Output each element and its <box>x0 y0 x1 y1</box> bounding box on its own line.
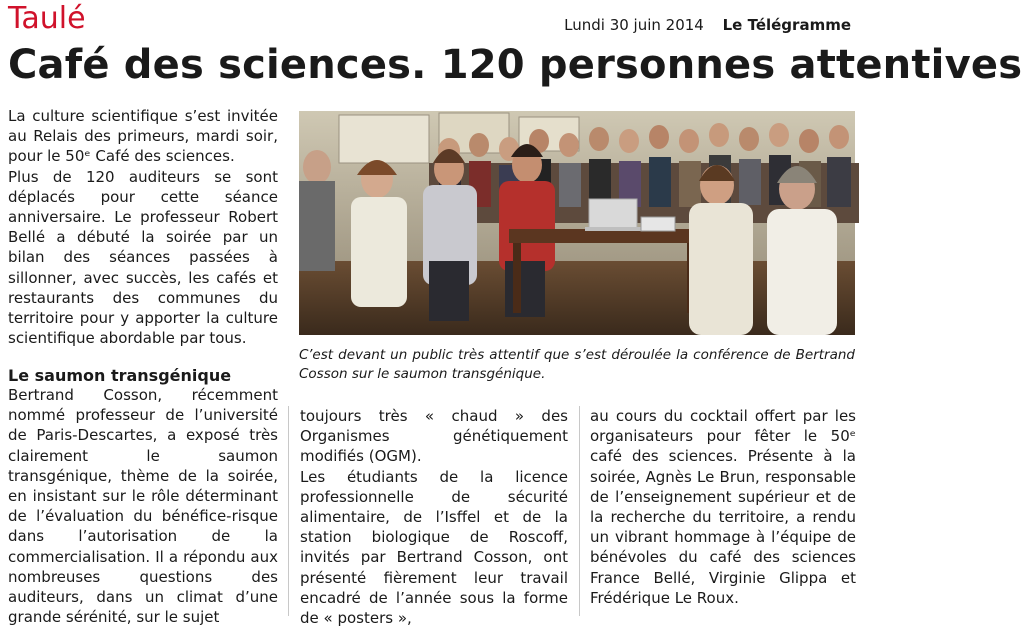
headline: Café des sciences. 120 personnes attentives <box>8 42 1022 88</box>
dateline <box>564 16 851 34</box>
body-column-2 <box>300 406 568 628</box>
locality-label: Taulé <box>8 1 86 36</box>
intro-paragraph-1: La culture scientifique s’est invitée au Relais des primeurs, mardi soir, pour le 50ᵉ Café des sciences. <box>8 107 278 166</box>
body-column-2-paragraph-1: toujours très « chaud » des Organismes génétiquement modifiés (OGM). <box>300 407 568 466</box>
column-divider <box>579 406 580 616</box>
body-column-3-text: au cours du cocktail offert par les organisateurs pour fêter le 50ᵉ café des sciences. Présente à la soirée, Agnès Le Brun, responsable de l’enseignement supérieur et de la recherche du territoire, a rendu un vibrant hommage à l’équipe de bénévoles du café des sciences France Bellé, Virginie Glippa et Frédérique Le Roux. <box>590 407 856 607</box>
photo-caption: C’est devant un public très attentif que s’est déroulée la conférence de Bertrand Cosson sur le saumon transgénique. <box>299 347 855 382</box>
audience-photo-illustration <box>299 111 855 335</box>
audience-photo <box>299 111 855 335</box>
publication-date: Lundi 30 juin 2014 <box>564 16 704 34</box>
section-subhead: Le saumon transgénique <box>8 366 232 385</box>
newspaper-name: Le Télégramme <box>722 16 851 34</box>
column-divider <box>288 406 289 616</box>
body-column-2-paragraph-2: Les étudiants de la licence professionnelle de sécurité alimentaire, de l’Isffel et de la station biologique de Roscoff, invités par Bertrand Cosson, ont présenté fièrement leur travail encadré de l’année sous la forme de « posters », <box>300 467 568 628</box>
intro-paragraph-2: Plus de 120 auditeurs se sont déplacés pour cette séance anniversaire. Le professeur Robert Bellé a débuté la soirée par un bilan des séances passées à sillonner, avec succès, les cafés et restaurants des communes du territoire pour y apporter la culture scientifique abordable par tous. <box>8 167 278 348</box>
body-column-1 <box>8 385 278 627</box>
body-column-3 <box>590 406 856 608</box>
body-column-1-text: Bertrand Cosson, récemment nommé professeur de l’université de Paris-Descartes, a exposé très clairement le saumon transgénique, thème de la soirée, en insistant sur le rôle déterminant de l’évaluation du bénéfice-risque dans l’autorisation de la commercialisation. Il a répondu aux nombreuses questions des auditeurs, dans un climat d’une grande sérénité, sur le sujet <box>8 386 278 627</box>
intro-column <box>8 106 278 348</box>
